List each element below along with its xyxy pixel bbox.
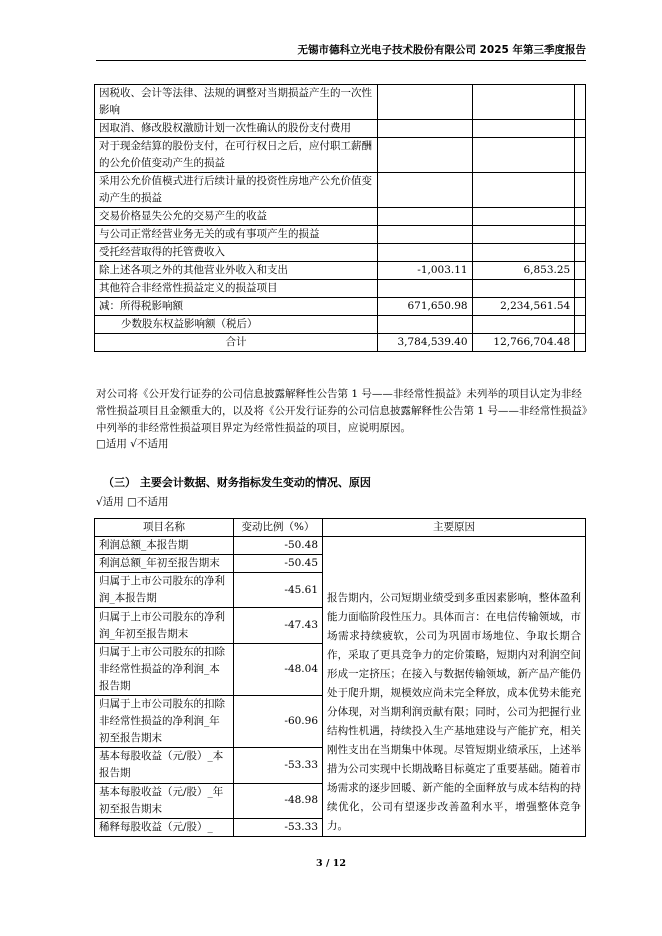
- row-note: [575, 334, 586, 352]
- current-value: [378, 173, 473, 208]
- row-label: 受托经营取得的托管费收入: [95, 244, 378, 262]
- change-percent: -48.04: [234, 643, 323, 695]
- table-row: [95, 316, 586, 334]
- change-percent: -45.61: [234, 573, 323, 608]
- section-applicability-choice: √适用 □不适用: [96, 496, 169, 508]
- change-percent: -48.98: [234, 783, 323, 818]
- ytd-value: [472, 173, 575, 208]
- table-header-row: [95, 519, 586, 537]
- change-percent: -50.45: [234, 555, 323, 573]
- change-percent: -50.48: [234, 537, 323, 555]
- current-value: [378, 280, 473, 298]
- column-header-name: 项目名称: [95, 519, 234, 537]
- row-note: [575, 173, 586, 208]
- ytd-value: [472, 120, 575, 138]
- row-label: 除上述各项之外的其他营业外收入和支出: [95, 262, 378, 280]
- table-row: [95, 138, 586, 173]
- indicator-name: 利润总额_年初至报告期末: [95, 555, 234, 573]
- table-row: [95, 173, 586, 208]
- header-divider: [96, 60, 586, 61]
- column-header-reason: 主要原因: [323, 519, 586, 537]
- indicator-name: 基本每股收益（元/股）_年初至报告期末: [95, 783, 234, 818]
- current-value: [378, 208, 473, 226]
- row-note: [575, 316, 586, 334]
- current-value: [378, 85, 473, 120]
- section-title: （三） 主要会计数据、财务指标发生变动的情况、原因: [103, 476, 371, 489]
- ytd-value: [472, 280, 575, 298]
- column-header-change: 变动比例（%）: [234, 519, 323, 537]
- explanatory-note: 对公司将《公开发行证券的公司信息披露解释性公告第 1 号——非经常性损益》未列举的项目认定为非经常性损益项目且金额重大的，以及将《公开发行证券的公司信息披露解释性公告第 1 号——非经常性损益》中列举的非经常性损益项目界定为经常性损益的项目，应说明原因。: [96, 388, 588, 434]
- row-note: [575, 262, 586, 280]
- row-note: [575, 226, 586, 244]
- page-header: 无锡市德科立光电子技术股份有限公司 2025 年第三季度报告: [297, 44, 586, 56]
- table-row: [95, 226, 586, 244]
- applicability-choice: □适用 √不适用: [96, 438, 169, 450]
- ytd-value: [472, 138, 575, 173]
- row-note: [575, 298, 586, 316]
- table-row: [95, 208, 586, 226]
- row-label: 与公司正常经营业务无关的或有事项产生的损益: [95, 226, 378, 244]
- indicator-name: 归属于上市公司股东的净利润_年初至报告期末: [95, 608, 234, 643]
- ytd-value: [472, 208, 575, 226]
- row-note: [575, 85, 586, 120]
- main-reason: 报告期内，公司短期业绩受到多重因素影响，整体盈利能力面临阶段性压力。具体而言：在电信传输领域，市场需求持续疲软，公司为巩固市场地位、争取长期合作，采取了更具竞争力的定价策略，短期内对利润空间形成一定挤压；在接入与数据传输领域，新产品产能仍处于爬升期，规模效应尚未完全释放，成本优势未能充分体现，对当期利润贡献有限；同时，公司为把握行业结构性机遇，持续投入生产基地建设与产能扩充，相关刚性支出在当期集中体现。尽管短期业绩承压，上述举措为公司实现中长期战略目标奠定了重要基础。随着市场需求的逐步回暖、新产能的全面释放与成本结构的持续优化，公司有望逐步改善盈利水平，增强整体竞争力。: [323, 537, 586, 837]
- row-label: 其他符合非经常性损益定义的损益项目: [95, 280, 378, 298]
- indicator-name: 归属于上市公司股东的扣除非经常性损益的净利润_年初至报告期末: [95, 696, 234, 748]
- indicator-name: 归属于上市公司股东的净利润_本报告期: [95, 573, 234, 608]
- change-percent: -53.33: [234, 748, 323, 783]
- row-label: 交易价格显失公允的交易产生的收益: [95, 208, 378, 226]
- row-label: 对于现金结算的股份支付，在可行权日之后，应付职工薪酬的公允价值变动产生的损益: [95, 138, 378, 173]
- ytd-value: [472, 244, 575, 262]
- non-recurring-items-table: [94, 84, 586, 352]
- current-value: [378, 226, 473, 244]
- ytd-value: [472, 316, 575, 334]
- ytd-value: 6,853.25: [472, 262, 575, 280]
- row-note: [575, 208, 586, 226]
- row-label: 因税收、会计等法律、法规的调整对当期损益产生的一次性影响: [95, 85, 378, 120]
- row-label: 减：所得税影响额: [95, 298, 378, 316]
- indicator-name: 归属于上市公司股东的扣除非经常性损益的净利润_本报告期: [95, 643, 234, 695]
- indicator-name: 利润总额_本报告期: [95, 537, 234, 555]
- current-value: 671,650.98: [378, 298, 473, 316]
- row-note: [575, 138, 586, 173]
- table-row: [95, 262, 586, 280]
- table-row: [95, 298, 586, 316]
- ytd-value: [472, 85, 575, 120]
- row-note: [575, 280, 586, 298]
- table-row: [95, 537, 586, 555]
- row-note: [575, 244, 586, 262]
- key-indicator-changes-table: [94, 518, 586, 837]
- row-label: 合计: [95, 334, 378, 352]
- current-value: 3,784,539.40: [378, 334, 473, 352]
- row-note: [575, 120, 586, 138]
- current-value: [378, 120, 473, 138]
- row-label: 采用公允价值模式进行后续计量的投资性房地产公允价值变动产生的损益: [95, 173, 378, 208]
- indicator-name: 稀释每股收益（元/股）_: [95, 818, 234, 836]
- table-row: [95, 85, 586, 120]
- change-percent: -53.33: [234, 818, 323, 836]
- indicator-name: 基本每股收益（元/股）_本报告期: [95, 748, 234, 783]
- change-percent: -60.96: [234, 696, 323, 748]
- page-number: 3 / 12: [316, 858, 346, 869]
- row-label: 因取消、修改股权激励计划一次性确认的股份支付费用: [95, 120, 378, 138]
- current-value: [378, 244, 473, 262]
- row-label: 少数股东权益影响额（税后）: [95, 316, 378, 334]
- change-percent: -47.43: [234, 608, 323, 643]
- ytd-value: 2,234,561.54: [472, 298, 575, 316]
- ytd-value: 12,766,704.48: [472, 334, 575, 352]
- current-value: [378, 138, 473, 173]
- table-row: [95, 120, 586, 138]
- table-row: [95, 244, 586, 262]
- table-row: [95, 280, 586, 298]
- current-value: [378, 316, 473, 334]
- table-total-row: [95, 334, 586, 352]
- ytd-value: [472, 226, 575, 244]
- current-value: -1,003.11: [378, 262, 473, 280]
